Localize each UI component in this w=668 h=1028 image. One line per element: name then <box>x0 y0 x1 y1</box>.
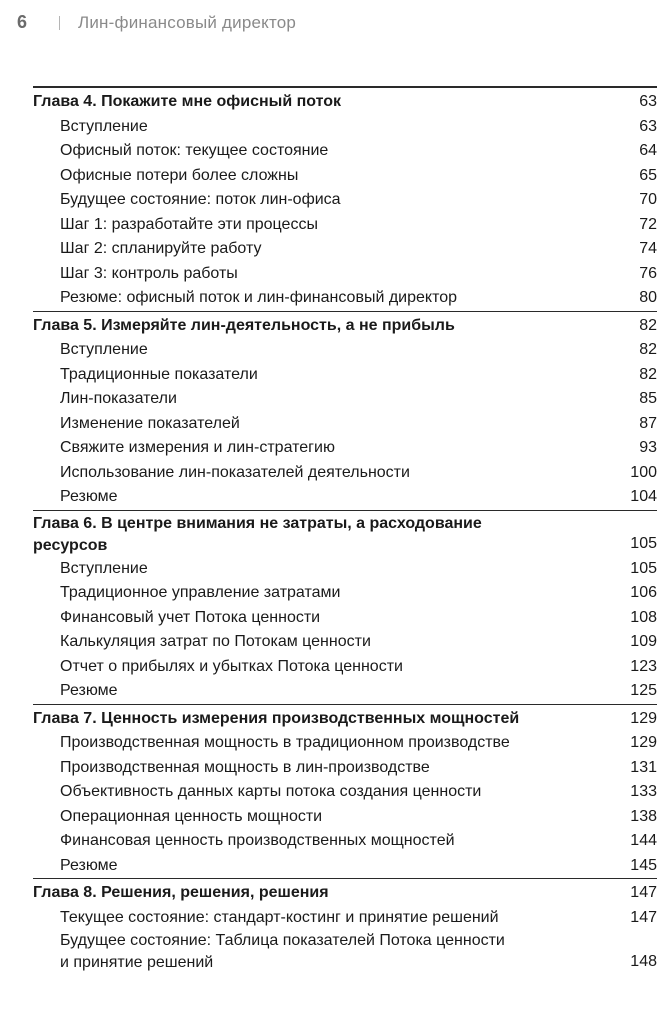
toc-entry[interactable] <box>33 805 657 830</box>
entry-page: 72 <box>639 215 657 233</box>
entry-page: 145 <box>630 856 657 874</box>
entry-page: 144 <box>630 832 657 849</box>
entry-title: Операционная ценность мощности <box>60 807 323 825</box>
page-number: 6 <box>17 12 28 32</box>
chapter-title-line-1: Глава 6. В центре внимания не затраты, а расходование <box>33 514 482 532</box>
chapter-title: Глава 7. Ценность измерения производственных мощностей <box>33 709 520 727</box>
toc-entry[interactable] <box>33 854 657 879</box>
chapter-title: Глава 5. Измеряйте лин-деятельность, а не прибыль <box>33 316 455 334</box>
toc-entry[interactable] <box>33 237 657 262</box>
toc-entry[interactable] <box>33 436 657 461</box>
entry-page: 133 <box>630 783 657 800</box>
toc-entry[interactable] <box>33 262 657 287</box>
chapter-heading[interactable] <box>33 513 657 557</box>
entry-page: 147 <box>630 908 657 926</box>
chapter-8 <box>33 878 657 974</box>
entry-page: 148 <box>630 952 657 970</box>
toc-entry[interactable] <box>33 606 657 631</box>
toc-entry[interactable] <box>33 213 657 238</box>
chapter-page: 63 <box>639 93 657 110</box>
entry-title: Вступление <box>60 117 148 135</box>
entry-title: Шаг 2: спланируйте работу <box>60 240 262 257</box>
chapter-page: 129 <box>630 709 657 727</box>
entry-title: Резюме <box>60 856 118 874</box>
toc-entry[interactable] <box>33 286 657 311</box>
toc-entry[interactable] <box>33 557 657 582</box>
toc-entry[interactable] <box>33 679 657 704</box>
running-header <box>17 12 296 33</box>
entry-page: 105 <box>630 559 657 577</box>
chapter-5 <box>33 311 657 510</box>
entry-title: Традиционное управление затратами <box>60 584 341 601</box>
entry-title: Офисный поток: текущее состояние <box>60 142 329 159</box>
entry-title: Производственная мощность в традиционном производстве <box>60 734 510 751</box>
toc-entry[interactable] <box>33 906 657 931</box>
chapter-title-line-2: ресурсов <box>33 536 108 554</box>
chapter-heading[interactable] <box>33 90 657 115</box>
chapter-heading[interactable] <box>33 881 657 906</box>
entry-page: 63 <box>639 117 657 135</box>
toc-entry[interactable] <box>33 461 657 486</box>
entry-page: 82 <box>639 365 657 383</box>
entry-title: Производственная мощность в лин-производстве <box>60 758 430 776</box>
entry-title: Финансовый учет Потока ценности <box>60 608 321 626</box>
entry-title: Калькуляция затрат по Потокам ценности <box>60 633 371 650</box>
entry-page: 70 <box>639 191 657 208</box>
header-divider <box>59 16 60 30</box>
toc-entry[interactable] <box>33 731 657 756</box>
entry-page: 87 <box>639 414 657 432</box>
toc-entry[interactable] <box>33 756 657 781</box>
entry-title: Текущее состояние: стандарт-костинг и принятие решений <box>60 908 499 926</box>
chapter-page: 82 <box>639 316 657 334</box>
entry-title: Объективность данных карты потока создания ценности <box>60 783 482 800</box>
toc-entry[interactable] <box>33 164 657 189</box>
entry-page: 108 <box>630 608 657 626</box>
entry-title: Будущее состояние: поток лин-офиса <box>60 191 341 208</box>
toc-entry[interactable] <box>33 930 657 974</box>
chapter-4 <box>33 86 657 311</box>
entry-title: Отчет о прибылях и убытках Потока ценности <box>60 657 403 675</box>
toc-entry[interactable] <box>33 630 657 655</box>
entry-page: 80 <box>639 289 657 306</box>
toc-entry[interactable] <box>33 581 657 606</box>
entry-title-line-2: и принятие решений <box>60 954 214 971</box>
chapter-6 <box>33 510 657 704</box>
entry-title <box>33 930 617 974</box>
entry-page: 85 <box>639 390 657 407</box>
entry-page: 82 <box>639 341 657 358</box>
entry-title: Изменение показателей <box>60 414 240 432</box>
entry-page: 64 <box>639 142 657 159</box>
entry-title: Вступление <box>60 341 148 358</box>
chapter-heading[interactable] <box>33 314 657 339</box>
entry-title: Свяжите измерения и лин-стратегию <box>60 439 335 456</box>
chapter-page: 105 <box>630 535 657 552</box>
entry-title: Использование лин-показателей деятельности <box>60 463 410 481</box>
entry-page: 138 <box>630 807 657 825</box>
toc-entry[interactable] <box>33 188 657 213</box>
toc-entry[interactable] <box>33 387 657 412</box>
entry-title: Шаг 1: разработайте эти процессы <box>60 215 318 233</box>
entry-title: Финансовая ценность производственных мощностей <box>60 832 455 849</box>
chapter-title: Глава 8. Решения, решения, решения <box>33 884 329 901</box>
entry-page: 76 <box>639 264 657 282</box>
entry-title-line-1: Будущее состояние: Таблица показателей Потока ценности <box>60 932 505 949</box>
entry-title: Резюме <box>60 682 118 699</box>
toc-entry[interactable] <box>33 363 657 388</box>
toc-entry[interactable] <box>33 485 657 510</box>
entry-page: 100 <box>630 463 657 481</box>
entry-page: 106 <box>630 584 657 601</box>
toc-entry[interactable] <box>33 655 657 680</box>
chapter-page: 147 <box>630 884 657 901</box>
toc-entry[interactable] <box>33 338 657 363</box>
entry-title: Шаг 3: контроль работы <box>60 264 238 282</box>
entry-page: 131 <box>630 758 657 776</box>
toc-entry[interactable] <box>33 780 657 805</box>
entry-page: 93 <box>639 439 657 456</box>
running-title: Лин-финансовый директор <box>78 12 297 32</box>
table-of-contents <box>33 86 657 974</box>
entry-page: 65 <box>639 166 657 184</box>
entry-page: 104 <box>630 488 657 505</box>
entry-title: Вступление <box>60 559 148 577</box>
entry-page: 109 <box>630 633 657 650</box>
entry-title: Резюме <box>60 488 118 505</box>
chapter-heading[interactable] <box>33 707 657 732</box>
chapter-title: Глава 4. Покажите мне офисный поток <box>33 93 342 110</box>
entry-title: Резюме: офисный поток и лин-финансовый директор <box>60 289 458 306</box>
entry-page: 123 <box>630 657 657 675</box>
toc-entry[interactable] <box>33 829 657 854</box>
toc-entry[interactable] <box>33 139 657 164</box>
chapter-7 <box>33 704 657 879</box>
entry-title: Лин-показатели <box>60 390 177 407</box>
entry-page: 129 <box>630 734 657 751</box>
toc-entry[interactable] <box>33 115 657 140</box>
entry-title: Традиционные показатели <box>60 365 258 383</box>
chapter-title <box>33 513 617 557</box>
entry-page: 74 <box>639 240 657 257</box>
entry-page: 125 <box>630 682 657 699</box>
entry-title: Офисные потери более сложны <box>60 166 299 184</box>
toc-entry[interactable] <box>33 412 657 437</box>
